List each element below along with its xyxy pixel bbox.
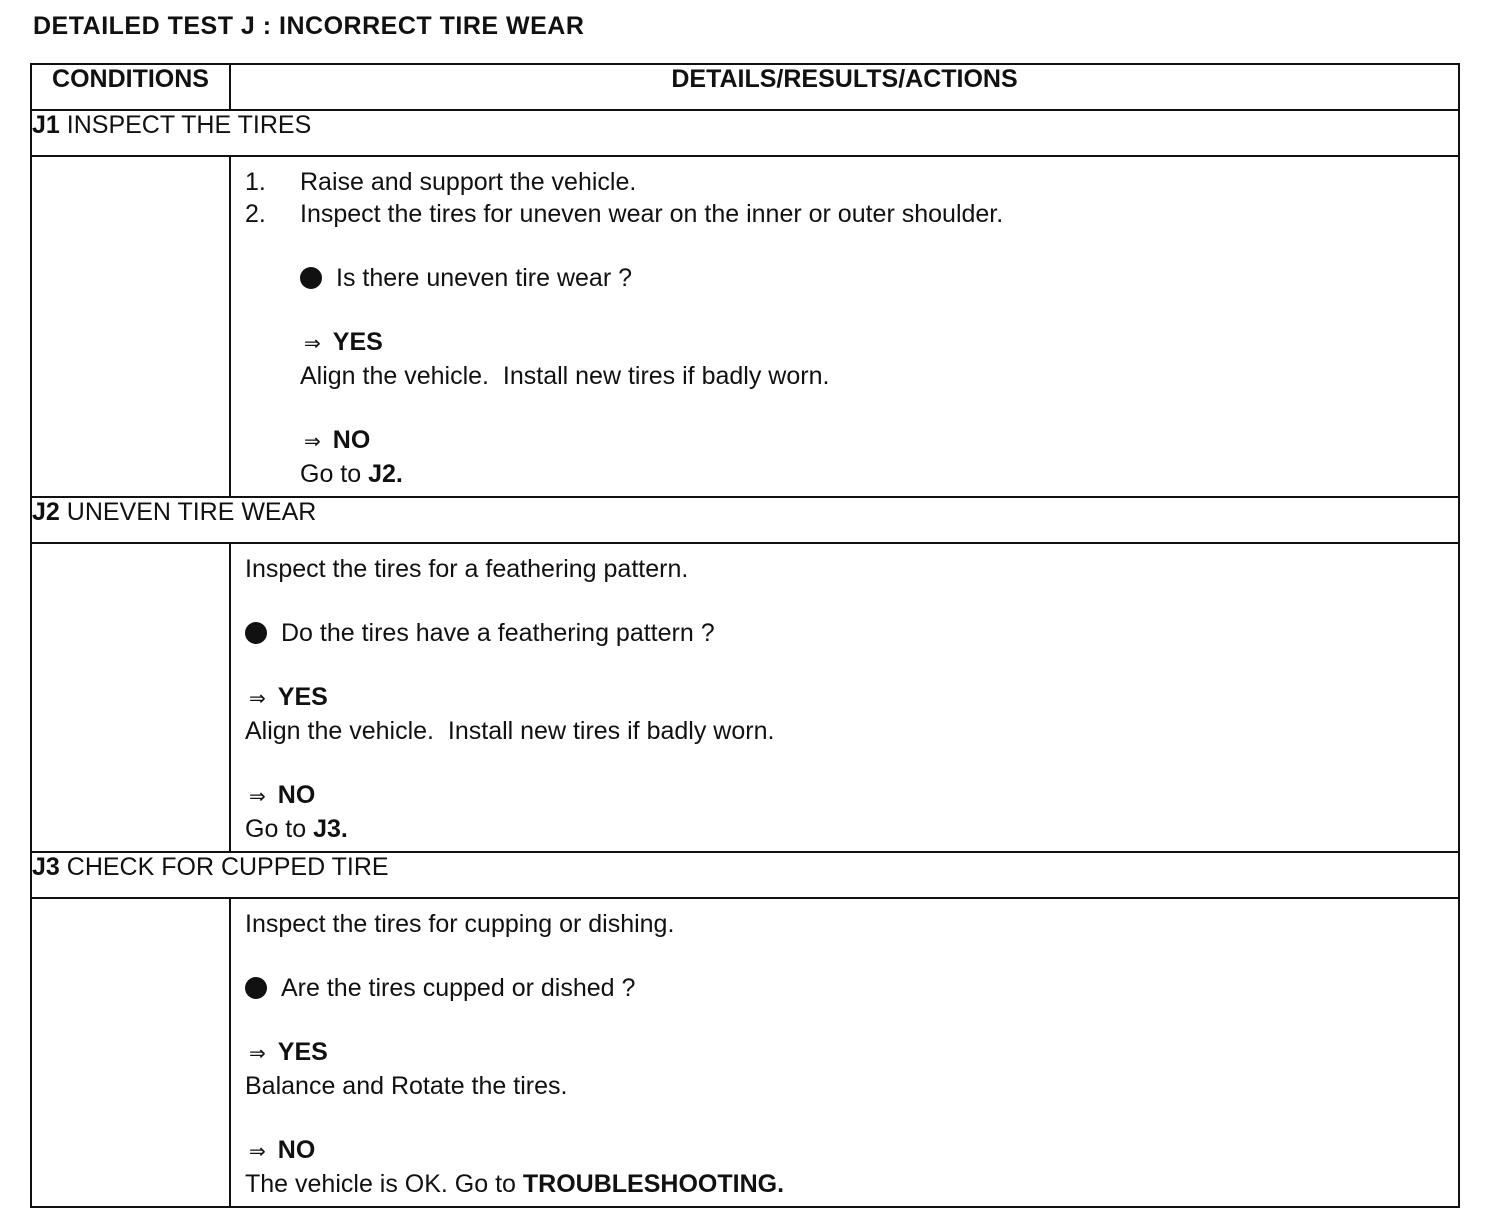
- bullet-icon: [300, 267, 322, 289]
- no-action: [245, 813, 1444, 845]
- conditions-header: CONDITIONS: [31, 64, 230, 110]
- section-heading-j2: [31, 497, 1459, 543]
- arrow-icon: ⇒: [304, 431, 321, 453]
- no-action-target: J2.: [368, 460, 403, 488]
- section-title: UNEVEN TIRE WEAR: [66, 498, 317, 526]
- section-code: J2: [32, 498, 60, 526]
- question-line: [245, 972, 1444, 1004]
- question-line: [245, 617, 1444, 649]
- bullet-icon: [245, 622, 267, 644]
- yes-action: Align the vehicle. Install new tires if badly worn.: [300, 362, 830, 390]
- no-action-target: J3.: [313, 815, 348, 843]
- no-action-text: Go to: [245, 815, 314, 843]
- arrow-icon: ⇒: [249, 688, 266, 710]
- details-cell: [230, 543, 1459, 852]
- details-header: DETAILS/RESULTS/ACTIONS: [230, 64, 1459, 110]
- yes-line: [245, 1036, 1444, 1070]
- arrow-icon: ⇒: [249, 1043, 266, 1065]
- step-item: [245, 198, 1444, 230]
- section-body-row-j1: [31, 156, 1459, 497]
- no-action: [245, 458, 1444, 490]
- table-header-row: [31, 64, 1459, 110]
- no-action: [245, 1168, 1444, 1200]
- conditions-cell: [31, 898, 230, 1207]
- yes-line: [245, 681, 1444, 715]
- no-label: NO: [332, 426, 371, 454]
- step-number: 2.: [245, 200, 266, 228]
- question-text: Are the tires cupped or dished ?: [281, 974, 636, 1002]
- section-row-j2: [31, 497, 1459, 543]
- page-title: DETAILED TEST J : INCORRECT TIRE WEAR: [33, 12, 585, 40]
- section-title: INSPECT THE TIRES: [66, 111, 312, 139]
- bullet-icon: [245, 977, 267, 999]
- no-action-target: TROUBLESHOOTING.: [522, 1170, 785, 1198]
- conditions-cell: [31, 156, 230, 497]
- question-text: Is there uneven tire wear ?: [336, 264, 632, 292]
- no-line: [245, 1134, 1444, 1168]
- section-heading-j1: [31, 110, 1459, 156]
- details-cell: [230, 898, 1459, 1207]
- yes-action: Align the vehicle. Install new tires if badly worn.: [245, 717, 775, 745]
- section-code: J3: [32, 853, 60, 881]
- section-heading-j3: [31, 852, 1459, 898]
- no-line: [245, 424, 1444, 458]
- section-title: CHECK FOR CUPPED TIRE: [66, 853, 389, 881]
- step-text: Inspect the tires for uneven wear on the inner or outer shoulder.: [300, 200, 1004, 228]
- question-line: [245, 262, 1444, 294]
- step-item: [245, 166, 1444, 198]
- no-action-text: The vehicle is OK. Go to: [245, 1170, 523, 1198]
- section-code: J1: [32, 111, 60, 139]
- step-number: 1.: [245, 168, 266, 196]
- intro-text: Inspect the tires for cupping or dishing.: [245, 910, 675, 938]
- arrow-icon: ⇒: [304, 333, 321, 355]
- no-label: NO: [277, 781, 316, 809]
- procedure-table: [30, 63, 1460, 1208]
- intro-text: Inspect the tires for a feathering pattern.: [245, 555, 689, 583]
- yes-label: YES: [277, 1038, 328, 1066]
- arrow-icon: ⇒: [249, 786, 266, 808]
- details-cell: [230, 156, 1459, 497]
- yes-label: YES: [277, 683, 328, 711]
- section-body-row-j3: [31, 898, 1459, 1207]
- question-text: Do the tires have a feathering pattern ?: [281, 619, 715, 647]
- conditions-cell: [31, 543, 230, 852]
- no-action-text: Go to: [300, 460, 369, 488]
- no-label: NO: [277, 1136, 316, 1164]
- arrow-icon: ⇒: [249, 1141, 266, 1163]
- step-text: Raise and support the vehicle.: [300, 168, 637, 196]
- yes-label: YES: [332, 328, 383, 356]
- section-body-row-j2: [31, 543, 1459, 852]
- no-line: [245, 779, 1444, 813]
- section-row-j1: [31, 110, 1459, 156]
- section-row-j3: [31, 852, 1459, 898]
- yes-line: [245, 326, 1444, 360]
- yes-action: Balance and Rotate the tires.: [245, 1072, 568, 1100]
